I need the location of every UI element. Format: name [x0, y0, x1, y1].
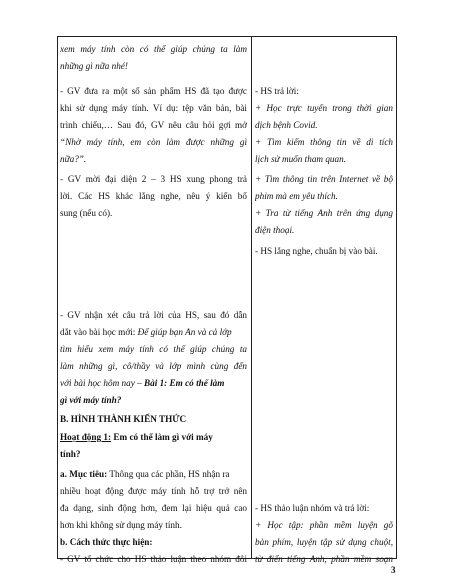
student-activity-column: [255, 37, 393, 564]
text-line: khi sử dụng máy tính. Ví dụ: tệp văn bản, bài: [60, 103, 247, 113]
method-label: b. Cách thức thực hiện:: [60, 537, 153, 547]
teacher-activity-column: [60, 37, 247, 564]
text-line: + Tra từ tiếng Anh trên ứng dụng: [255, 208, 393, 218]
text-line: - HS trả lời:: [255, 86, 299, 96]
text-run: Bài 1: Em có thể làm: [144, 378, 225, 388]
text-line: nhiều hoạt động được máy tính hỗ trợ trở nên: [60, 486, 247, 496]
column-divider: [251, 37, 252, 558]
text-line: - GV nhận xét câu trả lời của HS, sau đó dẫn: [60, 310, 247, 320]
text-line: lời. Các HS khác lắng nghe, nêu ý kiến bổ: [60, 191, 247, 201]
lesson-table: [57, 36, 397, 564]
text-run: Thông qua các phần, HS nhận ra: [107, 469, 230, 479]
text-run: Để giúp bạn An và cả lớp: [137, 327, 232, 337]
text-line: - GV tổ chức cho HS thảo luận theo nhóm đôi: [60, 554, 247, 564]
text-line: lịch sử muốn tham quan.: [255, 154, 347, 164]
text-line: từ điển tiếng Anh, phần mềm soạn: [255, 554, 393, 564]
text-line: xem máy tính còn có thể giúp chúng ta làm: [60, 44, 247, 54]
page-number: 3: [391, 565, 396, 575]
objective-label: a. Mục tiêu:: [60, 469, 108, 479]
text-line: [60, 466, 247, 483]
text-line: nữa?”.: [60, 154, 87, 164]
text-line: tính?: [60, 449, 81, 459]
text-line: + Tìm kiếm thông tin về di tích: [255, 137, 393, 147]
text-line: những gì nữa nhé!: [60, 61, 128, 71]
text-line: - GV đưa ra một số sản phẩm HS đã tạo được: [60, 86, 247, 96]
text-line: dịch bệnh Covid.: [255, 120, 318, 130]
text-line: gì với máy tính?: [60, 395, 122, 405]
text-line: + Học tập: phần mềm luyện gõ: [255, 520, 393, 530]
activity-heading: [60, 429, 247, 446]
text-line: điện thoại.: [255, 225, 295, 235]
text-line: làm những gì, cô/thầy và lớp mình cùng đến: [60, 361, 247, 371]
text-line: - HS lắng nghe, chuẩn bị vào bài.: [255, 246, 378, 256]
text-line: “Nhờ máy tính, em còn làm được những gì: [60, 137, 247, 147]
text-line: + Học trực tuyến trong thời gian: [255, 103, 393, 113]
text-line: đa dạng, sinh động hơn, đem lại hiệu quả cao: [60, 503, 247, 513]
text-run: dắt vào bài học mới:: [60, 327, 136, 337]
text-line: sung (nếu có).: [60, 208, 113, 218]
text-line: hơn khi không sử dụng máy tính.: [60, 520, 182, 530]
text-line: bàn phím, luyện tập sử dụng chuột,: [255, 537, 393, 547]
text-run: với bài học hôm nay: [60, 378, 135, 388]
activity-title: Em có thể làm gì với máy: [111, 432, 213, 442]
text-line: [60, 324, 247, 341]
activity-label: Hoạt động 1:: [60, 432, 112, 442]
text-line: tìm hiểu xem máy tính có thể giúp chúng ta: [60, 344, 247, 354]
text-line: - GV mời đại diện 2 – 3 HS xung phong trả: [60, 174, 247, 184]
text-line: trình chiếu,… Sau đó, GV nêu câu hỏi gợi mở: [60, 120, 247, 130]
text-line: - HS thảo luận nhóm và trả lời:: [255, 503, 370, 513]
section-heading: B. HÌNH THÀNH KIẾN THỨC: [60, 414, 187, 424]
text-run: –: [134, 378, 145, 388]
text-line: phim mà em yêu thích.: [255, 191, 338, 201]
text-line: [60, 375, 247, 392]
text-line: + Tìm thông tin trên Internet về bộ: [255, 174, 393, 184]
